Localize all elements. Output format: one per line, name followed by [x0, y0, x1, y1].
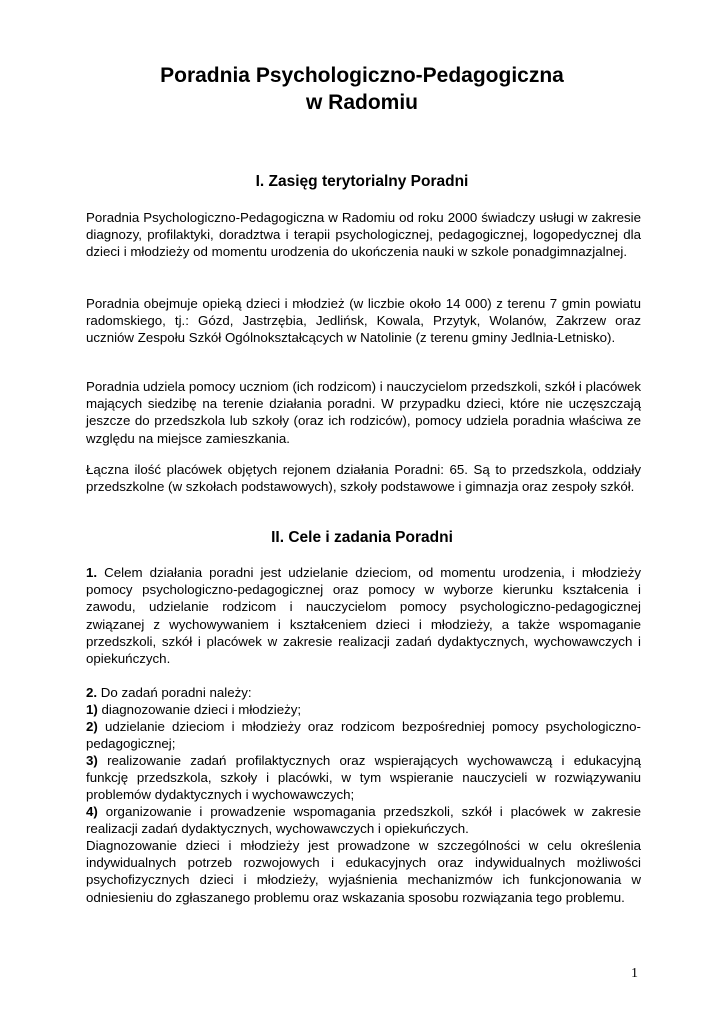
task-3-text: realizowanie zadań profilaktycznych oraz wspierających wychowawczą i edukacyjną funkcję przedszkola, szkoły i placówki, w tym wspieranie nauczycieli w rozwiązywaniu problemów dydaktycznych i wychowawczych; [86, 753, 641, 803]
title-line-2: w Radomiu [305, 91, 418, 114]
title-line-1: Poradnia Psychologiczno-Pedagogiczna [160, 64, 564, 87]
section-2-heading: II. Cele i zadania Poradni [271, 529, 453, 546]
point-1-text: Celem działania poradni jest udzielanie dzieciom, od momentu urodzenia, i młodzieży pomocy psychologiczno-pedagogicznej oraz pomocy w wyborze kierunku kształcenia i zawodu, udzielanie rodzicom i nauczycielom pomocy psychologiczno-pedagogicznej związanej z wychowywaniem i kształceniem dzieci i młodzieży, a także wspomaganie przedszkoli, szkół i placówek w zakresie realizacji zadań dydaktycznych, wychowawczych i opiekuńczych. [86, 565, 641, 667]
section-1-paragraph-4: Łączna ilość placówek objętych rejonem działania Poradni: 65. Są to przedszkola, oddziały przedszkolne (w szkołach podstawowych), szkoły podstawowe i gimnazja oraz zespoły szkół. [86, 462, 641, 495]
task-3 [86, 752, 641, 804]
task-4-number: 4) [86, 804, 98, 819]
diagnosis-paragraph: Diagnozowanie dzieci i młodzieży jest prowadzone w szczególności w celu określenia indywidualnych potrzeb rozwojowych i edukacyjnych oraz indywidualnych możliwości psychofizycznych dzieci i młodzieży, wyjaśnienia mechanizmów ich funkcjonowania w odniesieniu do zgłaszanego problemu oraz wskazania sposobu rozwiązania tego problemu. [86, 838, 641, 905]
section-1-paragraph-3: Poradnia udziela pomocy uczniom (ich rodzicom) i nauczycielom przedszkoli, szkół i placówek mających siedzibę na terenie działania poradni. W przypadku dzieci, które nie uczęszczają jeszcze do przedszkola lub szkoły (oraz ich rodziców), pomocy udziela poradnia właściwa ze względu na miejsce zamieszkania. [86, 379, 641, 446]
task-1 [86, 701, 641, 718]
task-4 [86, 803, 641, 837]
document-title [60, 62, 664, 116]
task-2-text: udzielanie dzieciom i młodzieży oraz rodzicom bezpośredniej pomocy psychologiczno-pedagogicznej; [86, 719, 641, 752]
point-2-number: 2. [86, 685, 98, 700]
section-1-paragraph-1: Poradnia Psychologiczno-Pedagogiczna w Radomiu od roku 2000 świadczy usługi w zakresie diagnozy, profilaktyki, doradztwa i terapii psychologicznej, pedagogicznej, logopedycznej dla dzieci i młodzieży od momentu urodzenia do ukończenia nauki w szkole ponadgimnazjalnej. [86, 210, 641, 260]
task-3-number: 3) [86, 753, 98, 768]
section-2-point-2 [86, 684, 641, 701]
point-1-number: 1. [86, 565, 98, 580]
task-2-number: 2) [86, 719, 98, 734]
section-1-heading: I. Zasięg terytorialny Poradni [255, 173, 469, 190]
task-1-number: 1) [86, 702, 98, 717]
task-4-text: organizowanie i prowadzenie wspomagania przedszkoli, szkół i placówek w zakresie realizacji zadań dydaktycznych, wychowawczych i opiekuńczych. [86, 804, 641, 837]
page-number: 1 [631, 966, 638, 981]
section-1-paragraph-2: Poradnia obejmuje opieką dzieci i młodzież (w liczbie około 14 000) z terenu 7 gmin powiatu radomskiego, tj.: Gózd, Jastrzębia, Jedlińsk, Kowala, Przytyk, Wolanów, Zakrzew oraz uczniów Zespołu Szkół Ogólnokształcących w Natolinie (z terenu gminy Jedlnia-Letnisko). [86, 296, 641, 346]
task-2 [86, 718, 641, 752]
task-1-text: diagnozowanie dzieci i młodzieży; [101, 702, 302, 717]
section-2-point-1 [86, 564, 641, 667]
point-2-text: Do zadań poradni należy: [100, 685, 252, 700]
